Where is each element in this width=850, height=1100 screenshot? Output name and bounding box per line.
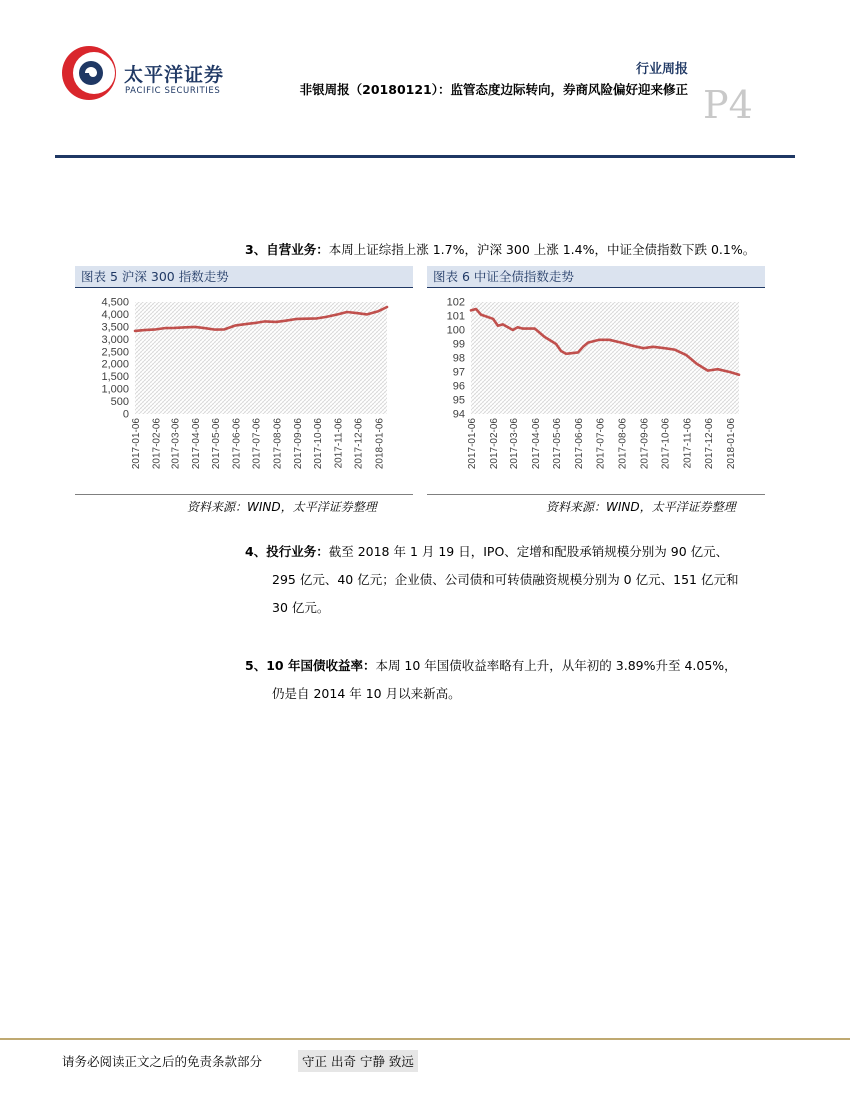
page-number: P4 (703, 83, 753, 127)
x-tick-label: 2017-07-06 (595, 418, 607, 470)
bond-index-line-chart (427, 290, 765, 490)
chart-panel-bond-index (427, 266, 765, 495)
section-text-line: 本周 10 年国债收益率略有上升，从年初的 3.89%升至 4.05%， (375, 658, 737, 673)
x-tick-label: 2017-06-06 (231, 418, 243, 470)
report-title: 非银周报（20180121）：监管态度边际转向，券商风险偏好迎来修正 (299, 82, 688, 97)
company-logo-icon (60, 44, 118, 102)
y-tick-label: 97 (452, 366, 465, 379)
brand-name-cn: 太平洋证券 (124, 64, 225, 86)
section-treasury-yield (245, 652, 805, 708)
section-text: 本周上证综指上涨 1.7%，沪深 300 上涨 1.4%，中证全债指数下跌 0.1%。 (328, 242, 756, 257)
y-tick-label: 500 (110, 396, 129, 409)
y-tick-label: 100 (446, 324, 465, 337)
x-tick-label: 2017-09-06 (639, 418, 651, 470)
x-tick-label: 2017-01-06 (467, 418, 478, 470)
section-heading: 投行业务： (266, 544, 329, 559)
y-tick-label: 94 (452, 408, 465, 421)
chart-title: 图表 6 中证全债指数走势 (427, 266, 765, 288)
x-tick-label: 2017-03-06 (170, 418, 182, 470)
y-tick-label: 98 (452, 352, 465, 365)
y-tick-label: 2,500 (101, 346, 129, 359)
chart-panel-csi300 (75, 266, 413, 495)
x-tick-label: 2017-05-06 (211, 418, 222, 470)
y-tick-label: 0 (122, 408, 129, 421)
x-tick-label: 2017-07-06 (251, 418, 263, 470)
plot-area (471, 302, 739, 414)
section-heading: 自营业务： (266, 242, 329, 257)
y-tick-label: 2,000 (101, 358, 129, 371)
y-tick-label: 99 (452, 338, 465, 351)
x-tick-label: 2018-01-06 (725, 418, 737, 470)
section-number: 3、 (245, 242, 267, 257)
brand-name-en: PACIFIC SECURITIES (125, 86, 221, 96)
x-tick-label: 2017-11-06 (333, 418, 345, 469)
csi300-line-chart (75, 290, 413, 490)
source-note: 资料来源：WIND，太平洋证券整理 (546, 500, 736, 514)
section-text-line: 截至 2018 年 1 月 19 日，IPO、定增和配股承销规模分别为 90 亿元、 (328, 544, 729, 559)
y-tick-label: 95 (452, 394, 465, 407)
company-motto: 守正 出奇 宁静 致远 (298, 1050, 418, 1072)
x-tick-label: 2018-01-06 (374, 418, 386, 470)
x-tick-label: 2017-05-06 (552, 418, 564, 470)
y-tick-label: 1,000 (101, 383, 129, 396)
footer-divider (0, 1038, 850, 1040)
y-tick-label: 4,500 (101, 296, 129, 309)
x-tick-label: 2017-01-06 (131, 418, 142, 470)
x-tick-label: 2017-08-06 (617, 418, 629, 470)
x-tick-label: 2017-08-06 (272, 418, 284, 470)
chart-title: 图表 5 沪深 300 指数走势 (75, 266, 413, 288)
x-tick-label: 2017-12-06 (703, 418, 715, 470)
y-tick-label: 1,500 (101, 371, 129, 384)
x-tick-label: 2017-10-06 (313, 418, 324, 470)
x-tick-label: 2017-03-06 (508, 418, 520, 470)
y-tick-label: 3,500 (101, 321, 129, 334)
x-tick-label: 2017-06-06 (574, 418, 586, 470)
section-investment-banking (245, 538, 805, 622)
section-number: 4、 (245, 544, 267, 559)
y-tick-label: 4,000 (101, 308, 129, 321)
y-tick-label: 101 (446, 310, 465, 323)
x-tick-label: 2017-02-06 (488, 418, 500, 470)
section-text-line: 仍是自 2014 年 10 月以来新高。 (272, 686, 461, 701)
y-tick-label: 96 (452, 380, 465, 393)
section-proprietary-trading (245, 236, 805, 264)
report-type-label: 行业周报 (635, 62, 688, 77)
disclaimer-note: 请务必阅读正文之后的免责条款部分 (62, 1054, 263, 1069)
x-tick-label: 2017-04-06 (530, 418, 542, 470)
section-text-line: 30 亿元。 (272, 600, 330, 615)
x-tick-label: 2017-11-06 (682, 418, 694, 469)
plot-area (135, 302, 387, 414)
y-tick-label: 102 (446, 296, 465, 309)
header-divider (55, 155, 795, 158)
x-tick-label: 2017-09-06 (293, 418, 304, 470)
section-number: 5、 (245, 658, 267, 673)
y-tick-label: 3,000 (101, 333, 129, 346)
x-tick-label: 2017-04-06 (191, 418, 202, 470)
section-heading: 10 年国债收益率： (266, 658, 376, 673)
x-tick-label: 2017-10-06 (660, 418, 672, 470)
x-tick-label: 2017-02-06 (151, 418, 163, 470)
source-note: 资料来源：WIND，太平洋证券整理 (187, 500, 377, 514)
section-text-line: 295 亿元、40 亿元；企业债、公司债和可转债融资规模分别为 0 亿元、151 亿元和 (272, 572, 739, 587)
x-tick-label: 2017-12-06 (353, 418, 365, 470)
